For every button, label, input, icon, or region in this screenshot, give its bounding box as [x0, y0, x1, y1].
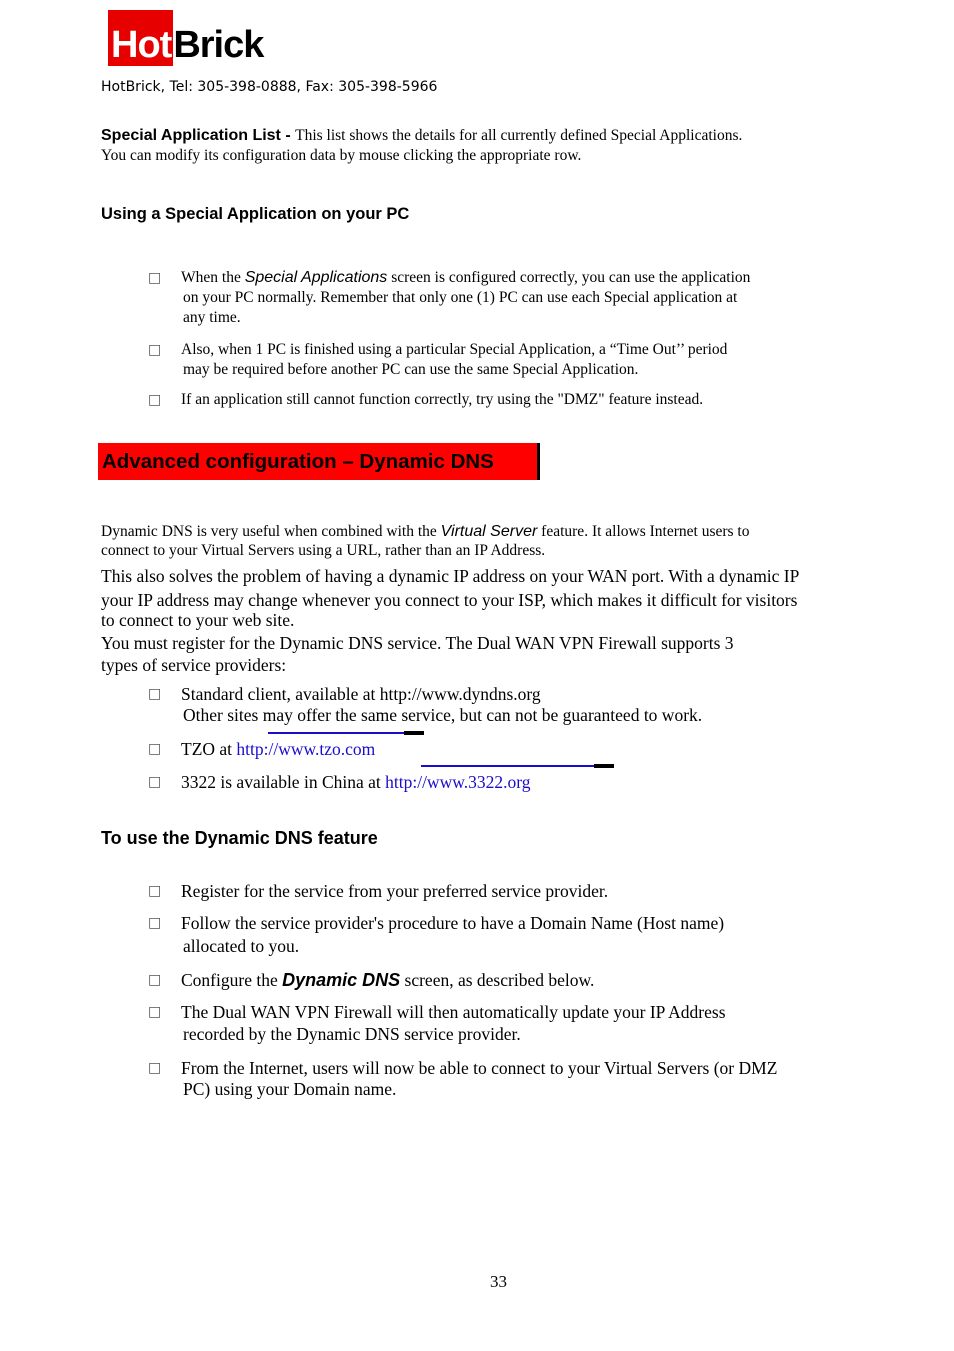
bullet-icon: □ — [148, 686, 162, 702]
bullet-icon: □ — [148, 972, 162, 988]
provider-1-line2: Other sites may offer the same service, but can not be guaranteed to work. — [183, 705, 703, 725]
ddns-intro-post: feature. It allows Internet users to — [537, 523, 750, 540]
ddns-intro-em: Virtual Server — [440, 523, 538, 540]
bullet-icon: □ — [148, 915, 162, 931]
use-bullet-2-line1: Follow the service provider's procedure to have a Domain Name (Host name) — [181, 913, 725, 933]
use-bullet-5-line2: PC) using your Domain name. — [183, 1079, 397, 1099]
logo-brick: Brick — [173, 24, 264, 66]
using-heading: Using a Special Application on your PC — [101, 205, 410, 223]
bullet-icon: □ — [148, 883, 162, 899]
special-list-text1: This list shows the details for all currently defined Special Applications. — [295, 127, 743, 144]
use-b3-em: Dynamic DNS — [282, 970, 401, 990]
using-b1-post: screen is configured correctly, you can use the application — [387, 269, 751, 286]
tzo-link[interactable]: http://www.tzo.com — [236, 739, 376, 759]
bullet-icon: □ — [148, 741, 162, 757]
ddns-para-line4: You must register for the Dynamic DNS service. The Dual WAN VPN Firewall supports 3 — [101, 633, 734, 653]
ddns-intro-pre: Dynamic DNS is very useful when combined with the — [101, 523, 441, 540]
provider-2-pre: TZO at — [181, 739, 237, 759]
using-bullet-2-line2: may be required before another PC can use the same Special Application. — [183, 361, 639, 378]
use-b3-pre: Configure the — [181, 970, 283, 990]
provider-1-line1: Standard client, available at http://www.dyndns.org — [181, 684, 541, 704]
use-bullet-4-line2: recorded by the Dynamic DNS service provider. — [183, 1024, 521, 1044]
using-bullet-3-line1: If an application still cannot function correctly, try using the "DMZ" feature instead. — [181, 391, 704, 408]
use-heading: To use the Dynamic DNS feature — [101, 828, 378, 848]
using-bullet-1-line1 — [181, 268, 750, 288]
page-number: 33 — [490, 1272, 507, 1291]
ddns-intro-line2: connect to your Virtual Servers using a URL, rather than an IP Address. — [101, 542, 546, 559]
using-bullet-1-line3: any time. — [183, 309, 241, 326]
hotbrick-logo — [108, 10, 263, 68]
logo-hot: Hot — [108, 10, 173, 66]
ddns-para-line3: to connect to your web site. — [101, 610, 295, 630]
bullet-icon: □ — [148, 1060, 162, 1076]
special-list-text2: You can modify its configuration data by mouse clicking the appropriate row. — [101, 147, 582, 164]
ddns-intro-line1 — [101, 522, 749, 542]
decorative-underline — [268, 732, 408, 734]
bullet-icon: □ — [148, 1004, 162, 1020]
use-bullet-4-line1: The Dual WAN VPN Firewall will then automatically update your IP Address — [181, 1002, 726, 1022]
provider-2 — [181, 738, 375, 760]
contact-line: HotBrick, Tel: 305-398-0888, Fax: 305-398-5966 — [101, 79, 438, 95]
ddns-para-line1: This also solves the problem of having a dynamic IP address on your WAN port. With a dynamic IP — [101, 566, 800, 586]
ddns-para-line2: your IP address may change whenever you connect to your ISP, which makes it difficult for visitors — [101, 590, 798, 610]
using-bullet-2-line1: Also, when 1 PC is finished using a particular Special Application, a “Time Out’’ period — [181, 341, 728, 358]
using-b1-em: Special Applications — [244, 269, 388, 286]
use-bullet-5-line1: From the Internet, users will now be able to connect to your Virtual Servers (or DMZ — [181, 1058, 778, 1078]
special-list-para — [101, 126, 742, 146]
using-b1-pre: When the — [181, 269, 245, 286]
ddns-para-line5: types of service providers: — [101, 655, 287, 675]
special-list-label: Special Application List - — [101, 127, 296, 144]
using-bullet-1-line2: on your PC normally. Remember that only one (1) PC can use each Special application at — [183, 289, 738, 306]
use-bullet-3 — [181, 969, 594, 991]
decorative-underline — [421, 765, 597, 767]
bullet-icon: □ — [148, 342, 162, 358]
use-b3-post: screen, as described below. — [400, 970, 595, 990]
use-bullet-2-line2: allocated to you. — [183, 936, 300, 956]
3322-link[interactable]: http://www.3322.org — [385, 772, 531, 792]
provider-3 — [181, 771, 530, 793]
bullet-icon: □ — [148, 774, 162, 790]
bullet-icon: □ — [148, 270, 162, 286]
bullet-icon: □ — [148, 392, 162, 408]
section-banner: Advanced configuration – Dynamic DNS — [98, 443, 540, 480]
decorative-black-bar — [404, 731, 424, 735]
provider-3-pre: 3322 is available in China at — [181, 772, 386, 792]
use-bullet-1: Register for the service from your preferred service provider. — [181, 881, 609, 901]
decorative-black-bar — [594, 764, 614, 768]
